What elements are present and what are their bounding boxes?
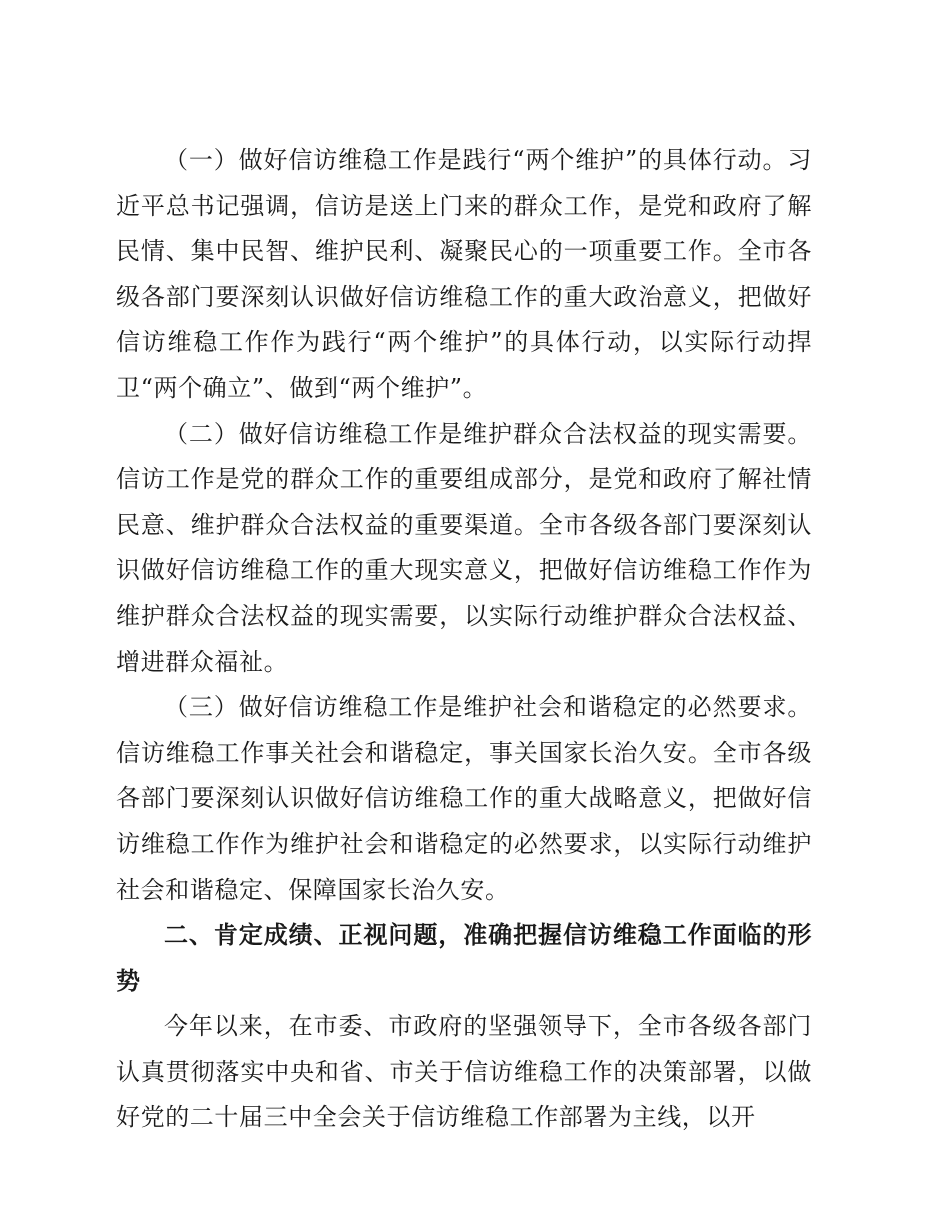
paragraph-third-point: （三）做好信访维稳工作是维护社会和谐稳定的必然要求。信访维稳工作事关社会和谐稳定，事关国家长治久安。全市各级各部门要深刻认识做好信访维稳工作的重大战略意义，把做好信访维稳工作作为维护社会和谐稳定的必然要求，以实际行动维护社会和谐稳定、保障国家长治久安。 [116, 693, 812, 904]
document-page [116, 138, 812, 1141]
paragraph-second-point: （二）做好信访维稳工作是维护群众合法权益的现实需要。信访工作是党的群众工作的重要组成部分，是党和政府了解社情民意、维护群众合法权益的重要渠道。全市各级各部门要深刻认识做好信访维稳工作的重大现实意义，把做好信访维稳工作作为维护群众合法权益的现实需要，以实际行动维护群众合法权益、增进群众福祉。 [116, 419, 812, 676]
paragraph-first-point: （一）做好信访维稳工作是践行“两个维护”的具体行动。习近平总书记强调，信访是送上门来的群众工作，是党和政府了解民情、集中民智、维护民利、凝聚民心的一项重要工作。全市各级各部门要深刻认识做好信访维稳工作的重大政治意义，把做好信访维稳工作作为践行“两个维护”的具体行动，以实际行动捍卫“两个确立”、做到“两个维护”。 [116, 146, 812, 402]
section-heading-two: 二、肯定成绩、正视问题，准确把握信访维稳工作面临的形势 [116, 921, 812, 995]
paragraph-this-year: 今年以来，在市委、市政府的坚强领导下，全市各级各部门认真贯彻落实中央和省、市关于信访维稳工作的决策部署，以做好党的二十届三中全会关于信访维稳工作部署为主线，以开 [116, 1012, 812, 1132]
